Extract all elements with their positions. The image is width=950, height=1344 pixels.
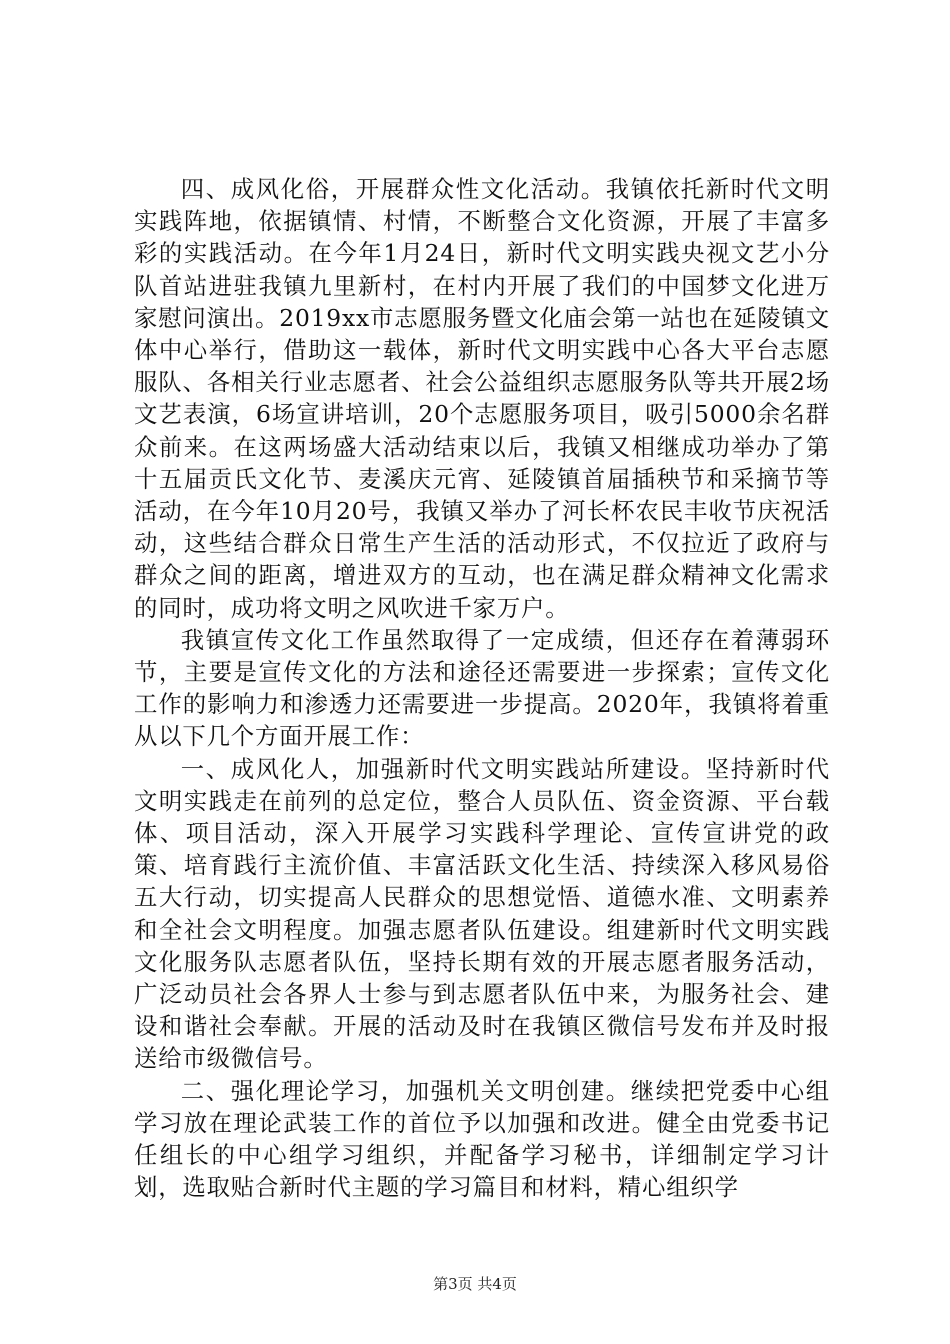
paragraph-civilization-practice: 一、成风化人，加强新时代文明实践站所建设。坚持新时代文明实践走在前列的总定位，整合人员队伍、资金资源、平台载体、项目活动，深入开展学习实践科学理论、宣传宣讲党的政策、培育践行主流价值、丰富活跃文化生活、持续深入移风易俗五大行动，切实提高人民群众的思想觉悟、道德水准、文明素养和全社会文明程度。加强志愿者队伍建设。组建新时代文明实践文化服务队志愿者队伍，坚持长期有效的开展志愿者服务活动，广泛动员社会各界人士参与到志愿者队伍中来，为服务社会、建设和谐社会奉献。开展的活动及时在我镇区微信号发布并及时报送给市级微信号。 bbox=[134, 754, 830, 1073]
paragraph-shortcomings: 我镇宣传文化工作虽然取得了一定成绩，但还存在着薄弱环节，主要是宣传文化的方法和途径还需要进一步探索；宣传文化工作的影响力和渗透力还需要进一步提高。2020年，我镇将着重从以下几个方面开展工作： bbox=[134, 625, 830, 751]
paragraph-theory-study: 二、强化理论学习，加强机关文明创建。继续把党委中心组学习放在理论武装工作的首位予以加强和改进。健全由党委书记任组长的中心组学习组织，并配备学习秘书，详细制定学习计划，选取贴合新时代主题的学习篇目和材料，精心组织学 bbox=[134, 1076, 830, 1202]
page-number-footer: 第3页 共4页 bbox=[433, 1275, 517, 1293]
document-body bbox=[134, 173, 830, 1204]
paragraph-culture-activities: 四、成风化俗，开展群众性文化活动。我镇依托新时代文明实践阵地，依据镇情、村情，不断整合文化资源，开展了丰富多彩的实践活动。在今年1月24日，新时代文明实践央视文艺小分队首站进驻我镇九里新村，在村内开展了我们的中国梦文化进万家慰问演出。2019xx市志愿服务暨文化庙会第一站也在延陵镇文体中心举行，借助这一载体，新时代文明实践中心各大平台志愿服队、各相关行业志愿者、社会公益组织志愿服务队等共开展2场文艺表演，6场宣讲培训，20个志愿服务项目，吸引5000余名群众前来。在这两场盛大活动结束以后，我镇又相继成功举办了第十五届贡氏文化节、麦溪庆元宵、延陵镇首届插秧节和采摘节等活动，在今年10月20号，我镇又举办了河长杯农民丰收节庆祝活动，这些结合群众日常生产生活的活动形式，不仅拉近了政府与群众之间的距离，增进双方的互动，也在满足群众精神文化需求的同时，成功将文明之风吹进千家万户。 bbox=[134, 175, 830, 622]
